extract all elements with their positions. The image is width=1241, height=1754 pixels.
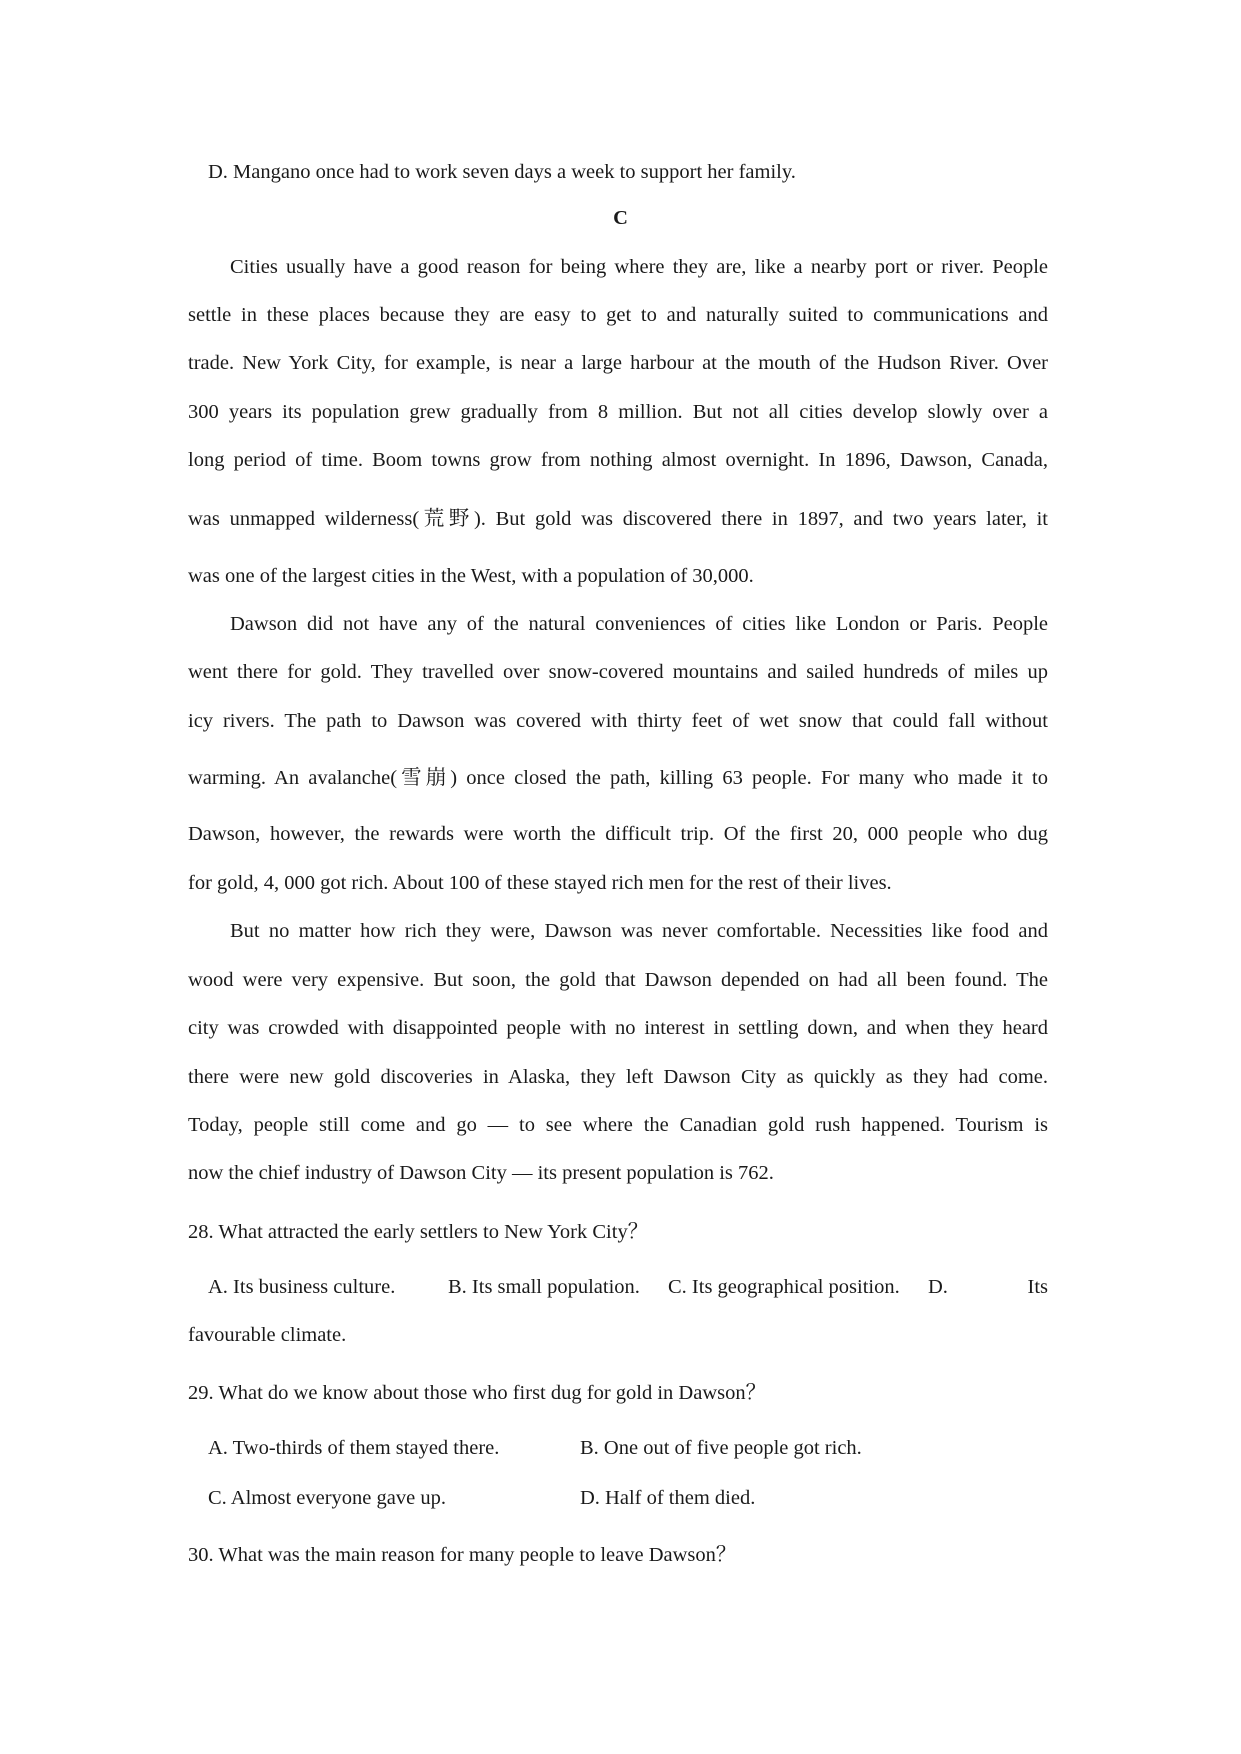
previous-question-option-d: D. Mangano once had to work seven days a week to support her family. <box>208 161 796 183</box>
question-29-option-c: C. Almost everyone gave up. <box>208 1487 446 1509</box>
question-29-option-b: B. One out of five people got rich. <box>580 1437 862 1459</box>
passage-line: was unmapped wilderness(荒野). But gold was discovered there in 1897, and two years later, it <box>188 508 1048 530</box>
question-29-option-d: D. Half of them died. <box>580 1487 756 1509</box>
passage-line: trade. New York City, for example, is near a large harbour at the mouth of the Hudson River. Over <box>188 352 1048 374</box>
question-29-options-row-1 <box>188 1436 1048 1460</box>
passage-line: was one of the largest cities in the West, with a population of 30,000. <box>188 565 754 587</box>
passage-line: went there for gold. They travelled over snow-covered mountains and sailed hundreds of miles up <box>188 661 1048 683</box>
passage-line: Dawson, however, the rewards were worth the difficult trip. Of the first 20, 000 people who dug <box>188 823 1048 845</box>
passage-line: Dawson did not have any of the natural conveniences of cities like London or Paris. People <box>230 613 1048 635</box>
passage-line: now the chief industry of Dawson City — its present population is 762. <box>188 1162 774 1184</box>
passage-line: icy rivers. The path to Dawson was covered with thirty feet of wet snow that could fall without <box>188 710 1048 732</box>
passage-line: But no matter how rich they were, Dawson was never comfortable. Necessities like food and <box>230 920 1048 942</box>
passage-line: Cities usually have a good reason for being where they are, like a nearby port or river. People <box>230 256 1048 278</box>
question-28-option-c: C. Its geographical position. <box>668 1276 900 1298</box>
passage-line: wood were very expensive. But soon, the gold that Dawson depended on had all been found. The <box>188 969 1048 991</box>
question-29-options-row-2 <box>188 1486 1048 1510</box>
question-29-option-a: A. Two-thirds of them stayed there. <box>208 1437 500 1459</box>
question-28-stem: 28. What attracted the early settlers to New York City？ <box>188 1221 649 1243</box>
question-28-option-a: A. Its business culture. <box>208 1276 396 1298</box>
passage-line: for gold, 4, 000 got rich. About 100 of these stayed rich men for the rest of their lives. <box>188 872 892 894</box>
question-28-option-d-text: Its <box>1027 1276 1048 1298</box>
passage-line: there were new gold discoveries in Alaska, they left Dawson City as quickly as they had come. <box>188 1066 1048 1088</box>
passage-line: long period of time. Boom towns grow from nothing almost overnight. In 1896, Dawson, Canada, <box>188 449 1048 471</box>
section-heading: C <box>613 207 628 229</box>
question-29-stem: 29. What do we know about those who first dug for gold in Dawson？ <box>188 1382 767 1404</box>
passage-line: warming. An avalanche(雪崩) once closed the path, killing 63 people. For many who made it to <box>188 767 1048 789</box>
question-28-option-d-letter: D. <box>928 1276 948 1298</box>
passage-line: city was crowded with disappointed people with no interest in settling down, and when they heard <box>188 1017 1048 1039</box>
passage-line: Today, people still come and go — to see where the Canadian gold rush happened. Tourism is <box>188 1114 1048 1136</box>
question-28-options <box>188 1275 1048 1299</box>
question-30-stem: 30. What was the main reason for many people to leave Dawson？ <box>188 1544 737 1566</box>
passage-line: 300 years its population grew gradually from 8 million. But not all cities develop slowly over a <box>188 401 1048 423</box>
question-28-option-b: B. Its small population. <box>448 1276 640 1298</box>
question-28-option-d-continued: favourable climate. <box>188 1324 347 1346</box>
passage-line: settle in these places because they are easy to get to and naturally suited to communications and <box>188 304 1048 326</box>
